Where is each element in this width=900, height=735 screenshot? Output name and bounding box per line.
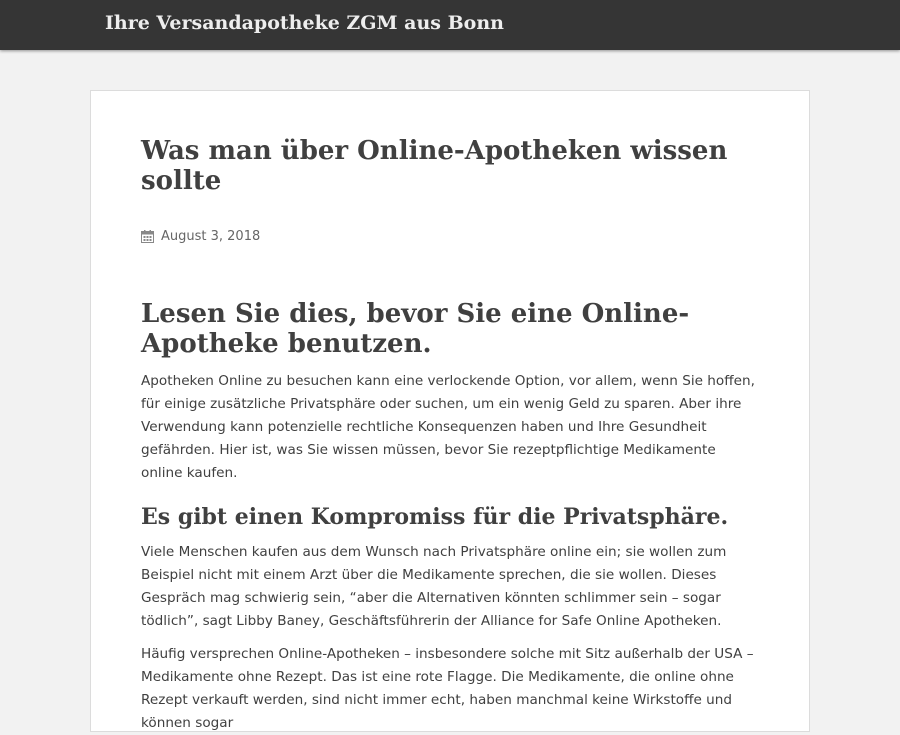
post-title: Was man über Online-Apotheken wissen sollte <box>141 136 728 196</box>
calendar-icon <box>141 230 154 243</box>
paragraph-1: Apotheken Online zu besuchen kann eine verlockende Option, vor allem, wenn Sie hoffen, für einige zusätzliche Privatsphäre oder suchen, um ein wenig Geld zu sparen. Aber ihre Verwendung kann potenzielle rechtliche Konsequenzen haben und Ihre Gesundheit gefährden. Hier ist, was Sie wissen müssen, bevor Sie rezeptpflichtige Medikamente online kaufen. <box>141 373 755 481</box>
site-title-link[interactable]: Ihre Versandapotheke ZGM aus Bonn <box>105 12 504 34</box>
paragraph-3: Häufig versprechen Online-Apotheken – insbesondere solche mit Sitz außerhalb der USA – Medikamente ohne Rezept. Das ist eine rote Flagge. Die Medikamente, die online ohne Rezept verkauft werden, sind nicht immer echt, haben manchmal keine Wirkstoffe und können sogar <box>141 646 754 731</box>
paragraph-2: Viele Menschen kaufen aus dem Wunsch nach Privatsphäre online ein; sie wollen zum Beispiel nicht mit einem Arzt über die Medikamente sprechen, die sie wollen. Dieses Gespräch mag schwierig sein, “aber die Alternativen könnten schlimmer sein – sogar tödlich”, sagt Libby Baney, Geschäftsführerin der Alliance for Safe Online Apotheken. <box>141 544 727 629</box>
post-meta <box>141 229 260 244</box>
top-navbar <box>0 0 900 50</box>
post-card <box>90 90 810 732</box>
section-heading-2: Es gibt einen Kompromiss für die Privatsphäre. <box>141 504 729 530</box>
post-date-link[interactable]: August 3, 2018 <box>161 229 261 244</box>
section-heading-1: Lesen Sie dies, bevor Sie eine Online-Apotheke benutzen. <box>141 299 690 359</box>
